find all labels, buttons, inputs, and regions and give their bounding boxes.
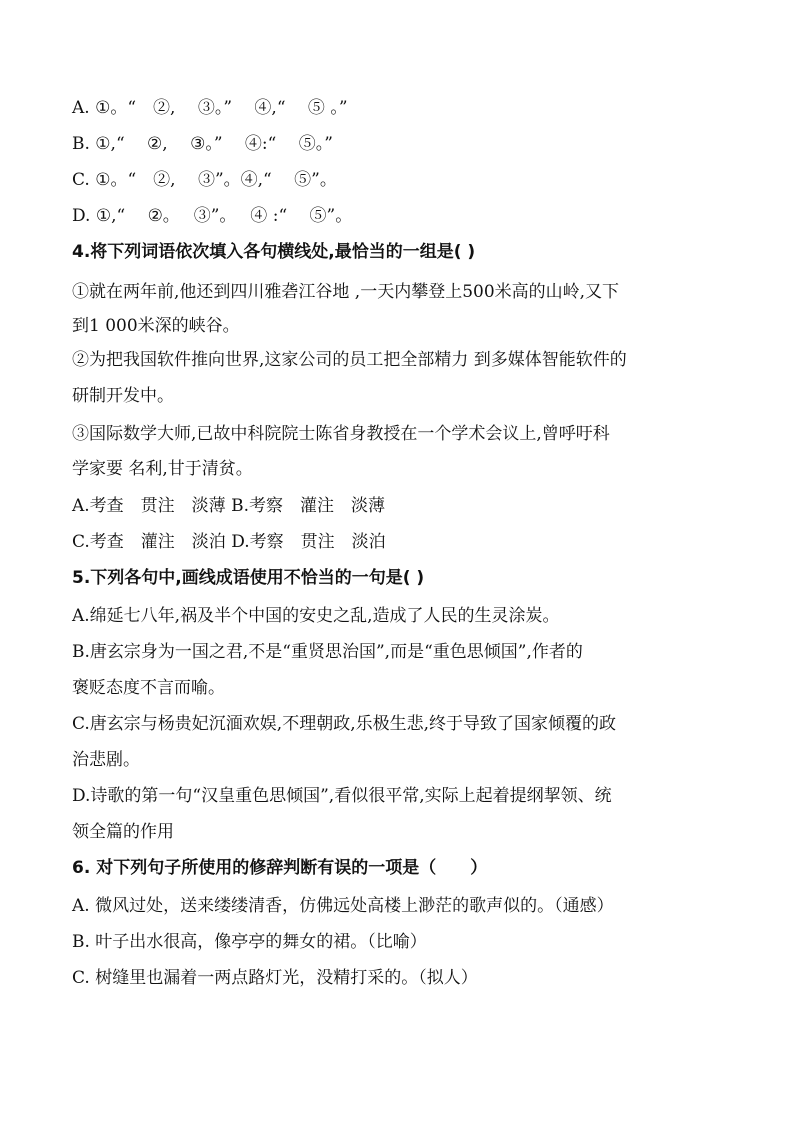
q5-option-c: C.唐玄宗与杨贵妃沉湎欢娱,不理朝政,乐极生悲,终于导致了国家倾覆的政 [72, 714, 617, 734]
q4-options-cd: C.考查 灌注 淡泊 D.考察 贯注 淡泊 [72, 532, 386, 552]
q5-option-d-cont: 领全篇的作用 [72, 822, 174, 842]
q3-option-a: A. ①。“ ②, ③。” ④,“ ⑤ 。” [72, 98, 348, 118]
q4-options-ab: A.考查 贯注 淡薄 B.考察 灌注 淡薄 [72, 496, 385, 516]
q4-sentence-1: ①就在两年前,他还到四川雅砻江谷地 ,一天内攀登上500米高的山岭,又下 [72, 282, 620, 302]
q4-stem: 4.将下列词语依次填入各句横线处,最恰当的一组是( ) [72, 242, 476, 262]
q5-option-c-cont: 治悲剧。 [72, 750, 140, 770]
q5-option-a: A.绵延七八年,祸及半个中国的安史之乱,造成了人民的生灵涂炭。 [72, 606, 560, 626]
q4-sentence-2-cont: 研制开发中。 [72, 386, 174, 406]
q3-option-d: D. ①,“ ②。 ③”。 ④ :“ ⑤”。 [72, 206, 353, 226]
q5-option-b-cont: 褒贬态度不言而喻。 [72, 678, 225, 698]
q3-option-c: C. ①。“ ②, ③”。④,“ ⑤”。 [72, 170, 337, 190]
q4-sentence-3: ③国际数学大师,已故中科院院士陈省身教授在一个学术会议上,曾呼吁科 [72, 424, 610, 444]
q6-option-a: A. 微风过处，送来缕缕清香，仿佛远处高楼上渺茫的歌声似的。（通感） [72, 896, 614, 916]
q5-option-d: D.诗歌的第一句“汉皇重色思倾国”,看似很平常,实际上起着提纲挈领、统 [72, 786, 612, 806]
q6-option-c: C. 树缝里也漏着一两点路灯光，没精打采的。（拟人） [72, 968, 478, 988]
q4-sentence-1-cont: 到1 000米深的峡谷。 [72, 316, 240, 336]
q6-option-b: B. 叶子出水很高，像亭亭的舞女的裙。（比喻） [72, 932, 427, 952]
q5-stem: 5.下列各句中,画线成语使用不恰当的一句是( ) [72, 568, 425, 588]
q6-stem: 6. 对下列句子所使用的修辞判断有误的一项是（ ） [72, 858, 488, 878]
q5-option-b: B.唐玄宗身为一国之君,不是“重贤思治国”,而是“重色思倾国”,作者的 [72, 642, 583, 662]
q3-option-b: B. ①,“ ②, ③。” ④:“ ⑤。” [72, 134, 333, 154]
q4-sentence-3-cont: 学家要 名利,甘于清贫。 [72, 459, 253, 479]
q4-sentence-2: ②为把我国软件推向世界,这家公司的员工把全部精力 到多媒体智能软件的 [72, 350, 627, 370]
